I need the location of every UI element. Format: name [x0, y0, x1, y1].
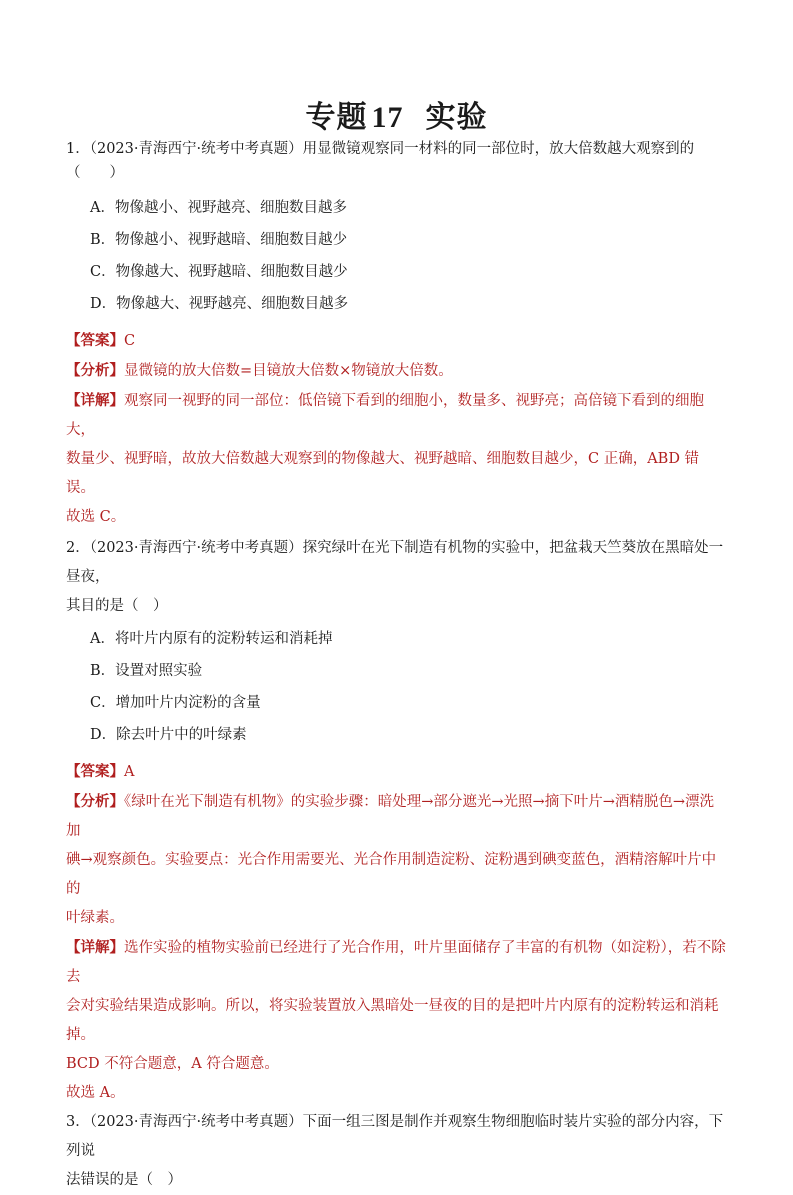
analysis-label: 【分析】: [66, 362, 124, 379]
question-1-analysis: [66, 356, 727, 386]
question-2-answer: [66, 757, 727, 787]
question-2-detail: [66, 933, 727, 1079]
analysis-text: 显微镜的放大倍数=目镜放大倍数×物镜放大倍数。: [124, 363, 453, 379]
analysis-text-2: 碘→观察颜色。实验要点：光合作用需要光、光合作用制造淀粉、淀粉遇到碘变蓝色，酒精溶解叶片中的: [66, 852, 717, 897]
question-2-analysis: [66, 787, 727, 933]
question-1-answer: [66, 326, 727, 356]
stem-line-2: 其目的是（ ）: [66, 598, 168, 614]
question-1-option-d: D．物像越大、视野越亮、细胞数目越多: [90, 296, 349, 312]
stem-line-1: 3．（2023·青海西宁·统考中考真题）下面一组三图是制作并观察生物细胞临时装片实验的部分内容，下列说: [66, 1114, 724, 1159]
detail-text-1: 选作实验的植物实验前已经进行了光合作用，叶片里面储存了丰富的有机物（如淀粉），若不除去: [66, 940, 726, 985]
stem-line-1: 2．（2023·青海西宁·统考中考真题）探究绿叶在光下制造有机物的实验中，把盆栽天竺葵放在黑暗处一昼夜，: [66, 540, 724, 585]
question-2-option-b: B．设置对照实验: [90, 663, 203, 679]
question-2-stem: [66, 534, 727, 621]
question-2-option-c: C．增加叶片内淀粉的含量: [90, 695, 261, 711]
document-content: [66, 137, 727, 1195]
detail-text-3: BCD 不符合题意，A 符合题意。: [66, 1056, 279, 1072]
question-1-detail: [66, 386, 727, 503]
question-1-option-a: A．物像越小、视野越亮、细胞数目越多: [90, 200, 347, 216]
analysis-text-3: 叶绿素。: [66, 910, 124, 926]
detail-label: 【详解】: [66, 939, 124, 956]
page-title: [0, 92, 793, 136]
answer-label: 【答案】: [66, 763, 124, 780]
question-3-stem: [66, 1108, 727, 1195]
answer-value: A: [124, 764, 135, 780]
detail-label: 【详解】: [66, 392, 124, 409]
answer-label: 【答案】: [66, 332, 124, 349]
question-1-option-b: B．物像越小、视野越暗、细胞数目越少: [90, 232, 348, 248]
question-1-conclusion: 故选 C。: [66, 509, 126, 525]
answer-value: C: [124, 333, 136, 349]
analysis-text-1: 《绿叶在光下制造有机物》的实验步骤：暗处理→部分遮光→光照→摘下叶片→酒精脱色→漂洗加: [66, 794, 714, 839]
detail-text-2: 会对实验结果造成影响。所以，将实验装置放入黑暗处一昼夜的目的是把叶片内原有的淀粉转运和消耗掉。: [66, 998, 719, 1043]
title-number: 17: [371, 101, 404, 134]
title-prefix: 专题: [305, 100, 368, 135]
detail-text-1: 观察同一视野的同一部位：低倍镜下看到的细胞小，数量多、视野亮；高倍镜下看到的细胞大，: [66, 393, 704, 438]
question-1-stem: 1．（2023·青海西宁·统考中考真题）用显微镜观察同一材料的同一部位时，放大倍数越大观察到的（ ）: [66, 141, 695, 181]
question-2-option-a: A．将叶片内原有的淀粉转运和消耗掉: [90, 631, 333, 647]
question-1-option-c: C．物像越大、视野越暗、细胞数目越少: [90, 264, 348, 280]
question-2-option-d: D．除去叶片中的叶绿素: [90, 727, 247, 743]
detail-text-2: 数量少、视野暗，故放大倍数越大观察到的物像越大、视野越暗、细胞数目越少，C 正确，ABD 错误。: [66, 451, 700, 496]
question-2-conclusion: 故选 A。: [66, 1085, 125, 1101]
stem-line-2: 法错误的是（ ）: [66, 1172, 182, 1188]
analysis-label: 【分析】: [66, 793, 124, 810]
title-suffix: 实验: [425, 100, 488, 135]
